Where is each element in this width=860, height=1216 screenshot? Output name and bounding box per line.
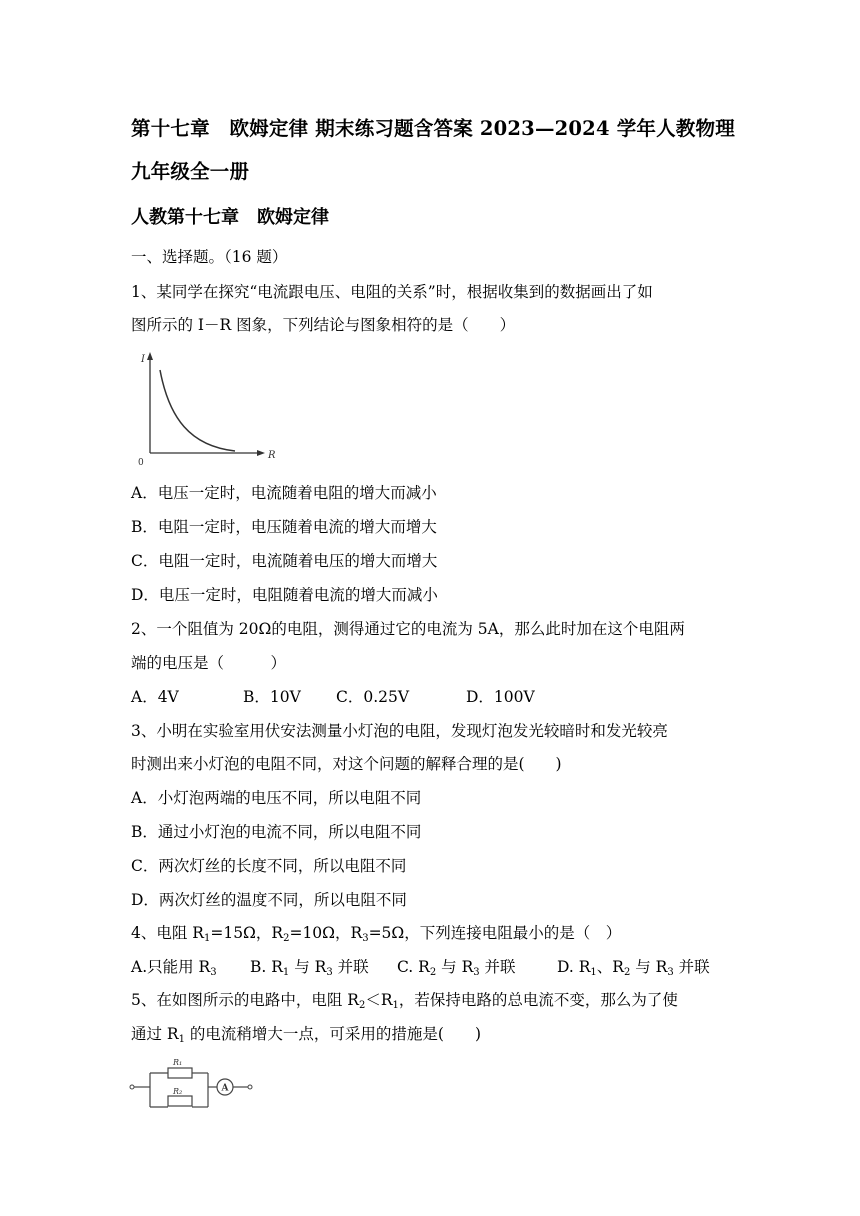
q5-stem-part: 通过 R bbox=[131, 1025, 179, 1043]
q2-stem-line1: 2、一个阻值为 20Ω的电阻，测得通过它的电流为 5A，那么此时加在这个电阻两 bbox=[131, 620, 685, 638]
q2-option-a: A．4V bbox=[131, 688, 179, 706]
q1-option-a: A．电压一定时，电流随着电阻的增大而减小 bbox=[131, 484, 437, 502]
q4-stem-part: =5Ω，下列连接电阻最小的是（ ） bbox=[368, 924, 622, 942]
q3-option-d: D．两次灯丝的温度不同，所以电阻不同 bbox=[131, 891, 407, 909]
q4-stem bbox=[131, 922, 621, 944]
q3-option-b: B．通过小灯泡的电流不同，所以电阻不同 bbox=[131, 823, 422, 841]
document-title-line1: 第十七章 欧姆定律 期末练习题含答案 2023—2024 学年人教物理 bbox=[131, 117, 735, 140]
q4-option-c bbox=[397, 956, 516, 978]
q4-stem-part: =10Ω，R bbox=[289, 924, 363, 942]
option-text: D. R bbox=[557, 958, 591, 976]
circuit-output-terminal bbox=[248, 1085, 252, 1089]
subscript: 1 bbox=[282, 967, 290, 978]
r2-label: R₂ bbox=[173, 1087, 183, 1096]
subscript: 2 bbox=[283, 933, 290, 944]
q5-circuit-diagram bbox=[128, 1053, 258, 1111]
option-text: 与 R bbox=[436, 958, 474, 976]
graph-x-arrow bbox=[257, 450, 265, 456]
subscript: 3 bbox=[210, 967, 217, 978]
q5-stem-part: 5、在如图所示的电路中，电阻 R bbox=[131, 991, 359, 1009]
subscript: 3 bbox=[326, 967, 333, 978]
subscript: 1 bbox=[590, 967, 597, 978]
option-text: C. R bbox=[397, 958, 430, 976]
q5-stem-part: ＜R bbox=[365, 991, 393, 1009]
graph-curve bbox=[160, 370, 235, 451]
subscript: 3 bbox=[473, 967, 480, 978]
subscript: 1 bbox=[203, 933, 211, 944]
q3-stem-line2: 时测出来小灯泡的电阻不同，对这个问题的解释合理的是( ) bbox=[131, 755, 562, 773]
q1-stem-line2: 图所示的 I－R 图象，下列结论与图象相符的是（ ） bbox=[131, 316, 516, 334]
graph-y-label: I bbox=[141, 354, 145, 365]
q1-ir-graph bbox=[135, 348, 280, 468]
option-text: 并联 bbox=[479, 958, 516, 976]
q4-option-a bbox=[131, 956, 217, 978]
option-text: A.只能用 R bbox=[131, 958, 211, 976]
resistor-r2 bbox=[168, 1096, 192, 1106]
q3-stem-line1: 3、小明在实验室用伏安法测量小灯泡的电阻，发现灯泡发光较暗时和发光较亮 bbox=[131, 722, 668, 740]
q1-option-d: D．电压一定时，电阻随着电流的增大而减小 bbox=[131, 586, 438, 604]
circuit-input-terminal bbox=[130, 1085, 134, 1089]
q1-option-b: B．电阻一定时，电压随着电流的增大而增大 bbox=[131, 518, 437, 536]
r1-label: R₁ bbox=[173, 1058, 183, 1067]
q5-stem-line2 bbox=[131, 1023, 481, 1045]
subscript: 3 bbox=[362, 933, 369, 944]
option-text: 并联 bbox=[673, 958, 710, 976]
q2-option-c: C．0.25V bbox=[336, 688, 410, 706]
q4-option-d bbox=[557, 956, 710, 978]
ammeter-label: A bbox=[221, 1083, 229, 1094]
q5-stem-part: ，若保持电路的总电流不变，那么为了使 bbox=[398, 991, 678, 1009]
q2-option-d: D．100V bbox=[466, 688, 535, 706]
q1-stem-line1: 1、某同学在探究“电流跟电压、电阻的关系”时，根据收集到的数据画出了如 bbox=[131, 283, 653, 301]
resistor-r1 bbox=[168, 1068, 192, 1078]
q2-stem-line2: 端的电压是（ ） bbox=[131, 654, 287, 672]
section-heading: 一、选择题。（16 题） bbox=[131, 248, 288, 266]
q2-option-b: B．10V bbox=[243, 688, 301, 706]
q5-stem-line1 bbox=[131, 989, 678, 1011]
subscript: 2 bbox=[358, 1000, 366, 1011]
q4-stem-part: =15Ω，R bbox=[210, 924, 284, 942]
subscript: 2 bbox=[429, 967, 437, 978]
document-title-line2: 九年级全一册 bbox=[131, 160, 250, 183]
option-text: B. R bbox=[250, 958, 283, 976]
graph-x-label: R bbox=[268, 450, 276, 461]
option-text: 并联 bbox=[332, 958, 369, 976]
option-text: 、R bbox=[596, 958, 624, 976]
graph-y-arrow bbox=[147, 352, 153, 360]
chapter-subtitle: 人教第十七章 欧姆定律 bbox=[131, 207, 329, 228]
q3-option-c: C．两次灯丝的长度不同，所以电阻不同 bbox=[131, 857, 407, 875]
subscript: 2 bbox=[623, 967, 631, 978]
q5-stem-part: 的电流稍增大一点，可采用的措施是( ) bbox=[184, 1025, 482, 1043]
q1-option-c: C．电阻一定时，电流随着电压的增大而增大 bbox=[131, 552, 438, 570]
graph-origin-label: 0 bbox=[138, 458, 144, 468]
option-text: 与 R bbox=[630, 958, 668, 976]
q3-option-a: A．小灯泡两端的电压不同，所以电阻不同 bbox=[131, 789, 422, 807]
subscript: 3 bbox=[667, 967, 674, 978]
option-text: 与 R bbox=[289, 958, 327, 976]
q4-option-b bbox=[250, 956, 369, 978]
q4-stem-part: 4、电阻 R bbox=[131, 924, 204, 942]
subscript: 1 bbox=[392, 1000, 399, 1011]
subscript: 1 bbox=[178, 1034, 185, 1045]
